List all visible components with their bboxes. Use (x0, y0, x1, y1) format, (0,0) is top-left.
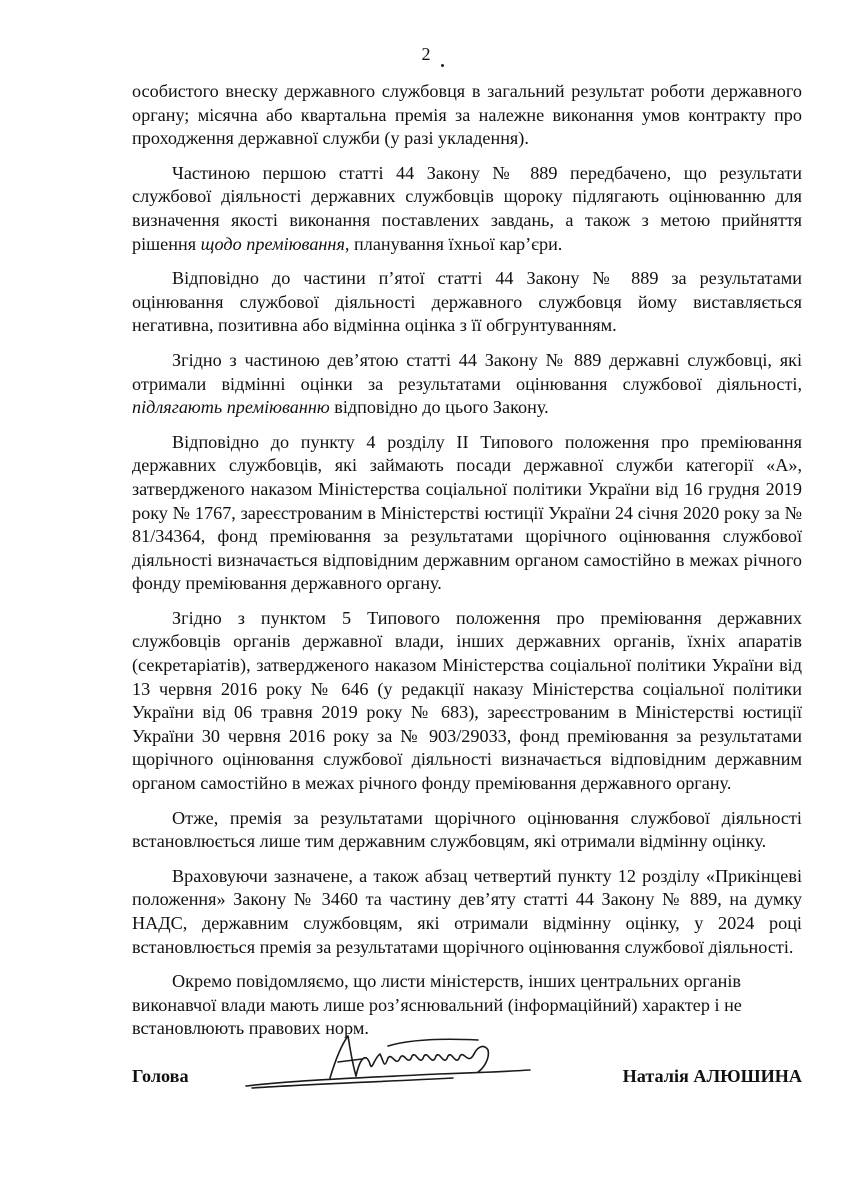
paragraph-text: Враховуючи зазначене, а також абзац четвертий пункту 12 розділу «Прикінцеві положення» Закону № 3460 та частину дев’яту статті 44 Закону № 889, на думку НАДС, державним службовцям, які отримали відмінну оцінку, у 2024 році встановлюється премія за результатами щорічного оцінювання службової діяльності. (132, 865, 802, 957)
paragraph-text: Відповідно до пункту 4 розділу II Типового положення про преміювання державних службовців, які займають посади державної служби категорії «А», затвердженого наказом Міністерства соціальної політики України від 16 грудня 2019 року № 1767, зареєстрованим в Міністерстві юстиції України 24 січня 2020 року за № 81/34364, фонд преміювання за результатами щорічного оцінювання службової діяльності визначається відповідним державним органом самостійно в межах річного фонду преміювання державного органу. (132, 431, 802, 594)
paragraph-text: відповідно до цього Закону. (329, 397, 549, 418)
paragraph (132, 865, 802, 959)
page-number: 2 (421, 44, 431, 64)
signer-title: Голова (132, 1066, 189, 1086)
emphasized-text: підлягають преміюванню (132, 397, 330, 418)
signer-name: Наталія АЛЮШИНА (622, 1066, 802, 1086)
paragraph (132, 807, 802, 854)
paragraph (132, 267, 802, 338)
paragraph (132, 80, 802, 151)
paragraph (132, 349, 802, 420)
paragraph-text: Згідно з частиною дев’ятою статті 44 Закону № 889 державні службовці, які отримали відмінні оцінки за результатами оцінювання службової діяльності, (132, 349, 802, 394)
page-mark (441, 64, 444, 67)
paragraph (132, 162, 802, 256)
paragraph-text: , планування їхньої кар’єри. (344, 233, 563, 254)
letter-body (132, 80, 802, 1041)
paragraph-text: Відповідно до частини п’ятої статті 44 Закону № 889 за результатами оцінювання службової діяльності державного службовця йому виставляється негативна, позитивна або відмінна оцінка з її обгрунтуванням. (132, 268, 802, 336)
paragraph-text: Окремо повідомляємо, що листи міністерств, інших центральних органів виконавчої влади мають лише роз’яснювальний (інформаційний) характер і не встановлюють правових норм. (132, 971, 742, 1039)
paragraph-text: Згідно з пунктом 5 Типового положення про преміювання державних службовців органів державної влади, інших державних органів, їхніх апаратів (секретаріатів), затвердженого наказом Міністерства соціальної політики України від 13 червня 2016 року № 646 (у редакції наказу Міністерства соціальної політики України від 06 травня 2019 року № 683), зареєстрованим в Міністерстві юстиції України 30 червня 2016 року за № 903/29033, фонд преміювання за результатами щорічного оцінювання службової діяльності визначається відповідним державним органом самостійно в межах річного фонду преміювання державного органу. (132, 607, 802, 794)
paragraph-text: Отже, премія за результатами щорічного оцінювання службової діяльності встановлюється лише тим державним службовцям, які отримали відмінну оцінку. (132, 807, 802, 852)
signature-block (132, 1066, 802, 1102)
emphasized-text: щодо преміювання (200, 233, 345, 254)
paragraph (132, 607, 802, 796)
paragraph-text: Частиною першою статті 44 Закону № 889 передбачено, що результати службової діяльності державних службовців щороку підлягають оцінюванню для визначення якості виконання поставлених завдань, а також з метою прийняття рішення (132, 162, 802, 254)
paragraph-text: особистого внеску державного службовця в загальний результат роботи державного органу; місячна або квартальна премія за належне виконання умов контракту про проходження державної служби (у разі укладення). (132, 81, 802, 149)
paragraph (132, 431, 802, 596)
